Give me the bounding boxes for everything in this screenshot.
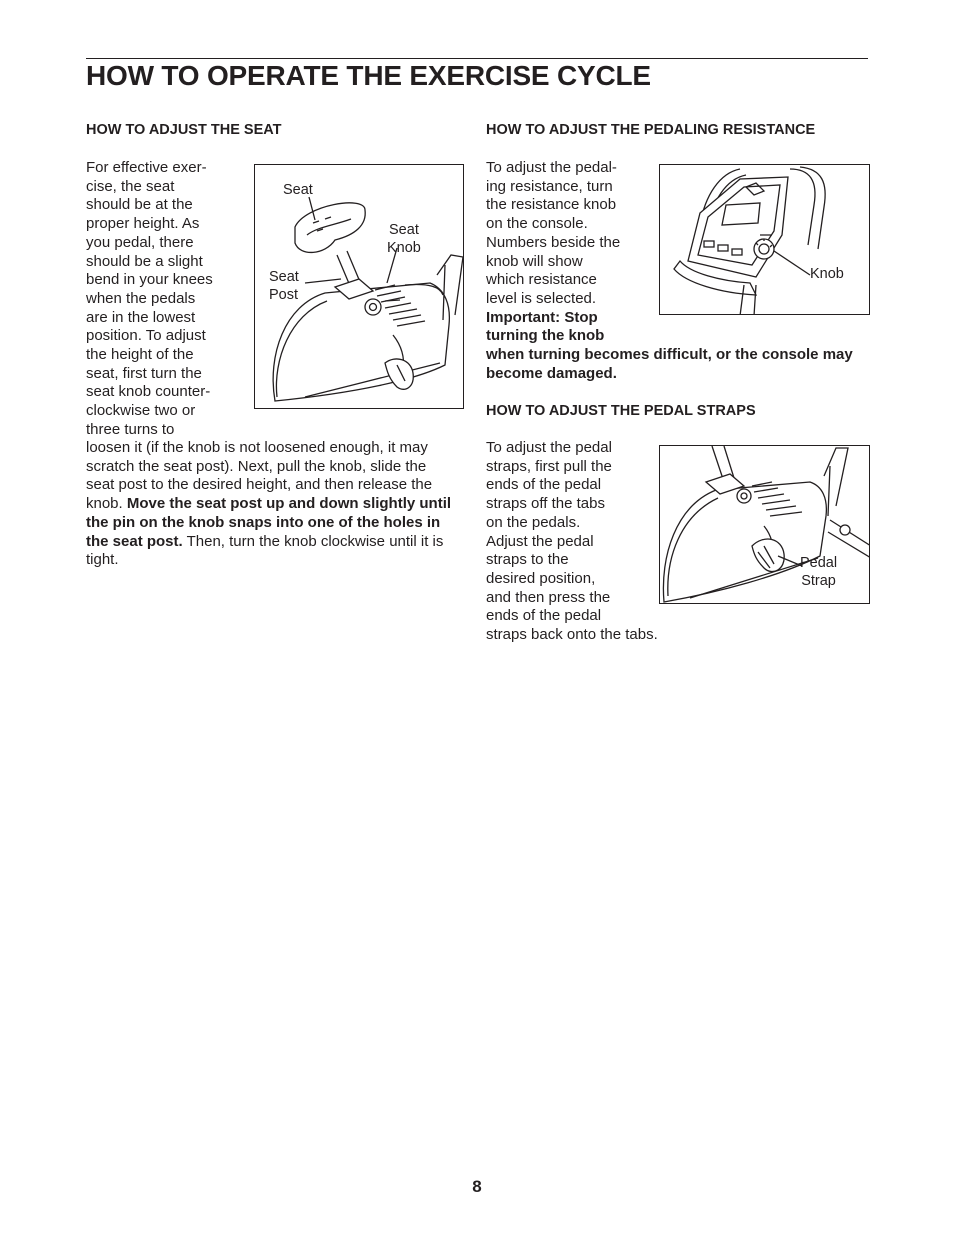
- text-line: ends of the pedal: [486, 476, 602, 494]
- text-line: you pedal, there: [86, 233, 194, 251]
- text-line: For effective exer-: [86, 159, 207, 176]
- text-line: Numbers beside the: [486, 233, 621, 251]
- text-run: Then, turn the knob clockwise until it is: [186, 532, 444, 550]
- seat-narrow-paragraph: [86, 159, 256, 440]
- text-line: knob will show: [486, 252, 583, 270]
- text-line: cise, the seat: [86, 177, 175, 195]
- straps-paragraph: [486, 439, 686, 645]
- text-line: [486, 365, 871, 384]
- callout-line: Pedal: [800, 555, 838, 571]
- text-line: are in the lowest: [86, 308, 196, 326]
- bold-warning: Important: Stop: [486, 308, 598, 326]
- text-line: the height of the: [86, 346, 194, 364]
- text-line: level is selected.: [486, 289, 597, 307]
- text-line: position. To adjust: [86, 327, 206, 345]
- seat-figure: [254, 164, 464, 409]
- text-line: three turns to: [86, 420, 175, 438]
- text-line: the resistance knob: [486, 196, 617, 214]
- text-line: on the console.: [486, 215, 588, 233]
- bold-warning: turning the knob: [486, 327, 605, 345]
- text-line: straps, first pull the: [486, 457, 612, 475]
- resistance-warning-wide: [486, 346, 871, 383]
- seat-post-callout: [269, 268, 299, 304]
- text-line: straps back onto the tabs.: [486, 626, 658, 644]
- text-line: which resistance: [486, 271, 597, 289]
- text-line: [486, 327, 656, 346]
- callout-line: Knob: [387, 240, 421, 256]
- text-line: [486, 309, 656, 328]
- bold-instruction: the pin on the knob snaps into one of the holes in: [86, 513, 441, 531]
- knob-callout: Knob: [810, 266, 844, 282]
- callout-line: Seat: [389, 222, 419, 238]
- callout-line: Seat: [269, 269, 299, 285]
- text-line: clockwise two or: [86, 402, 196, 420]
- callout-line: Post: [269, 287, 299, 303]
- text-line: [486, 346, 871, 365]
- text-line: ends of the pedal: [486, 607, 602, 625]
- text-line: when the pedals: [86, 289, 196, 307]
- text-line: should be a slight: [86, 252, 203, 270]
- page-number: 8: [472, 1177, 482, 1196]
- straps-section-heading: HOW TO ADJUST THE PEDAL STRAPS: [486, 403, 756, 419]
- bold-warning: when turning becomes difficult, or the console may: [486, 346, 853, 363]
- resistance-section-heading: HOW TO ADJUST THE PEDALING RESISTANCE: [486, 122, 816, 138]
- text-line: bend in your knees: [86, 271, 213, 289]
- pedal-strap-figure: [659, 445, 870, 604]
- console-figure: [659, 164, 870, 315]
- text-line: To adjust the pedal-: [486, 159, 617, 176]
- text-line: seat, first turn the: [86, 364, 202, 382]
- text-line: loosen it (if the knob is not loosened enough, it may: [86, 439, 428, 456]
- text-line: [86, 533, 471, 552]
- text-line: ing resistance, turn: [486, 177, 613, 195]
- text-line: straps to the: [486, 551, 569, 569]
- seat-section-heading: HOW TO ADJUST THE SEAT: [86, 122, 282, 138]
- text-line: seat post to the desired height, and then release the: [86, 476, 433, 494]
- pedal-strap-illustration: [660, 446, 870, 604]
- text-line: should be at the: [86, 196, 193, 214]
- bold-warning: become damaged.: [486, 364, 617, 382]
- text-line: proper height. As: [86, 215, 200, 233]
- text-line: To adjust the pedal: [486, 439, 612, 456]
- text-line: and then press the: [486, 588, 611, 606]
- text-line: Adjust the pedal: [486, 532, 594, 550]
- text-line: seat knob counter-: [86, 383, 211, 401]
- console-illustration: [660, 165, 870, 315]
- seat-wide-paragraph: [86, 439, 471, 570]
- pedal-strap-callout: [800, 554, 837, 590]
- bold-instruction: the seat post.: [86, 532, 183, 550]
- text-line: [86, 514, 471, 533]
- text-line: [86, 495, 471, 514]
- bold-instruction: Move the seat post up and down slightly until: [126, 495, 452, 513]
- text-run: knob.: [86, 495, 123, 513]
- seat-callout: Seat: [283, 182, 313, 198]
- text-line: on the pedals.: [486, 513, 581, 531]
- page-title: HOW TO OPERATE THE EXERCISE CYCLE: [86, 60, 651, 91]
- text-line: tight.: [86, 551, 119, 569]
- seat-knob-callout: [387, 221, 421, 257]
- text-line: straps off the tabs: [486, 495, 605, 513]
- callout-line: Strap: [801, 573, 836, 589]
- text-line: scratch the seat post). Next, pull the knob, slide the: [86, 457, 427, 475]
- resistance-paragraph: [486, 159, 656, 346]
- text-line: desired position,: [486, 569, 596, 587]
